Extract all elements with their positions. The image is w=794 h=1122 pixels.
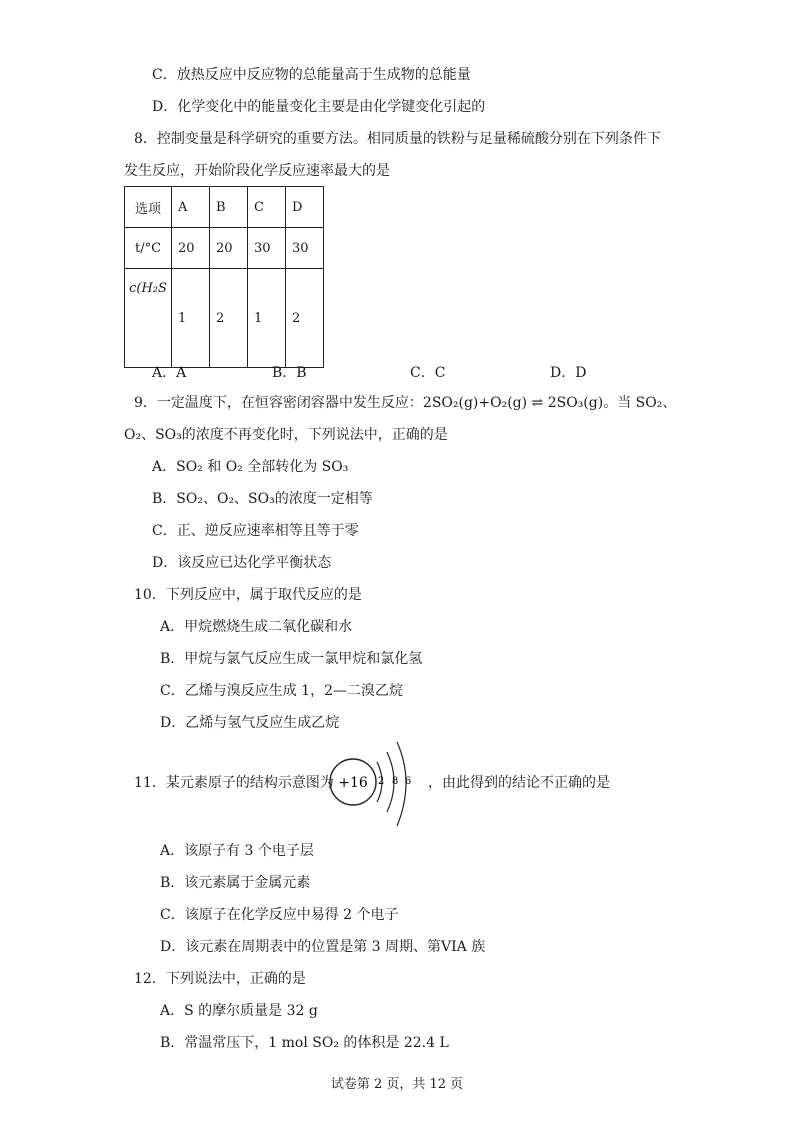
q11-option-b: B．该元素属于金属元素 (160, 875, 311, 891)
q9-option-c: C．正、逆反应速率相等且等于零 (152, 523, 359, 539)
shell-electrons-1: 2 (377, 776, 385, 787)
table-cell: 20 (172, 228, 210, 269)
table-cell: 2 (210, 269, 248, 368)
q11-stem-before: 11．某元素原子的结构示意图为 (134, 775, 334, 791)
q11-option-c: C．该原子在化学反应中易得 2 个电子 (160, 907, 399, 923)
q11-option-a: A．该原子有 3 个电子层 (160, 843, 314, 859)
q10-stem: 10．下列反应中，属于取代反应的是 (134, 587, 362, 603)
nucleus-charge: +16 (338, 775, 368, 791)
table-column-header: D (286, 187, 324, 228)
table-cell: 1 (248, 269, 286, 368)
table-cell: 30 (286, 228, 324, 269)
q7-option-c: C．放热反应中反应物的总能量高于生成物的总能量 (152, 67, 471, 83)
q8-choice-a: A．A (152, 365, 187, 381)
q8-choice-b: B．B (272, 365, 307, 381)
table-row (125, 269, 324, 368)
table-cell: 20 (210, 228, 248, 269)
q12-option-a: A．S 的摩尔质量是 32 g (160, 1003, 318, 1019)
table-cell: 1 (172, 269, 210, 368)
table-row-header: 选项 (125, 187, 172, 228)
q10-option-c: C．乙烯与溴反应生成 1，2—二溴乙烷 (160, 683, 403, 699)
shell-electrons-3: 6 (404, 776, 412, 787)
q9-option-a: A．SO₂ 和 O₂ 全部转化为 SO₃ (152, 459, 349, 475)
q8-choice-c: C．C (410, 365, 446, 381)
table-row (125, 228, 324, 269)
table-column-header: B (210, 187, 248, 228)
table-column-header: C (248, 187, 286, 228)
table-cell: 2 (286, 269, 324, 368)
q10-option-a: A．甲烷燃烧生成二氧化碳和水 (160, 619, 353, 635)
shell-electrons-2: 8 (391, 776, 399, 787)
table-row (125, 187, 324, 228)
q12-option-b: B．常温常压下，1 mol SO₂ 的体积是 22.4 L (160, 1035, 449, 1051)
q9-stem-line1: 9．一定温度下，在恒容密闭容器中发生反应：2SO₂(g)+O₂(g) ⇌ 2SO₃(g)。当 SO₂、 (134, 395, 677, 411)
q7-option-d: D．化学变化中的能量变化主要是由化学键变化引起的 (152, 99, 486, 115)
q9-stem-line2: O₂、SO₃的浓度不再变化时，下列说法中，正确的是 (124, 427, 448, 443)
atomic-structure-diagram (325, 734, 425, 834)
q8-stem-line1: 8．控制变量是科学研究的重要方法。相同质量的铁粉与足量稀硫酸分别在下列条件下 (134, 131, 661, 147)
table-row-header: t/°C (125, 228, 172, 269)
q8-condition-table (124, 186, 324, 368)
table-cell: 30 (248, 228, 286, 269)
q9-option-b: B．SO₂、O₂、SO₃的浓度一定相等 (152, 491, 373, 507)
q12-stem: 12．下列说法中，正确的是 (134, 971, 306, 987)
table-column-header: A (172, 187, 210, 228)
q10-option-b: B．甲烷与氯气反应生成一氯甲烷和氯化氢 (160, 651, 423, 667)
page-footer: 试卷第 2 页，共 12 页 (330, 1077, 464, 1092)
q9-option-d: D．该反应已达化学平衡状态 (152, 555, 332, 571)
q10-option-d: D．乙烯与氢气反应生成乙烷 (160, 715, 340, 731)
table-row-header: c(H₂S (125, 269, 172, 368)
q11-option-d: D．该元素在周期表中的位置是第 3 周期、第VIA 族 (160, 939, 486, 955)
q8-choice-d: D．D (550, 365, 587, 381)
q11-stem-after: ，由此得到的结论不正确的是 (428, 775, 610, 791)
q8-stem-line2: 发生反应，开始阶段化学反应速率最大的是 (124, 163, 390, 179)
